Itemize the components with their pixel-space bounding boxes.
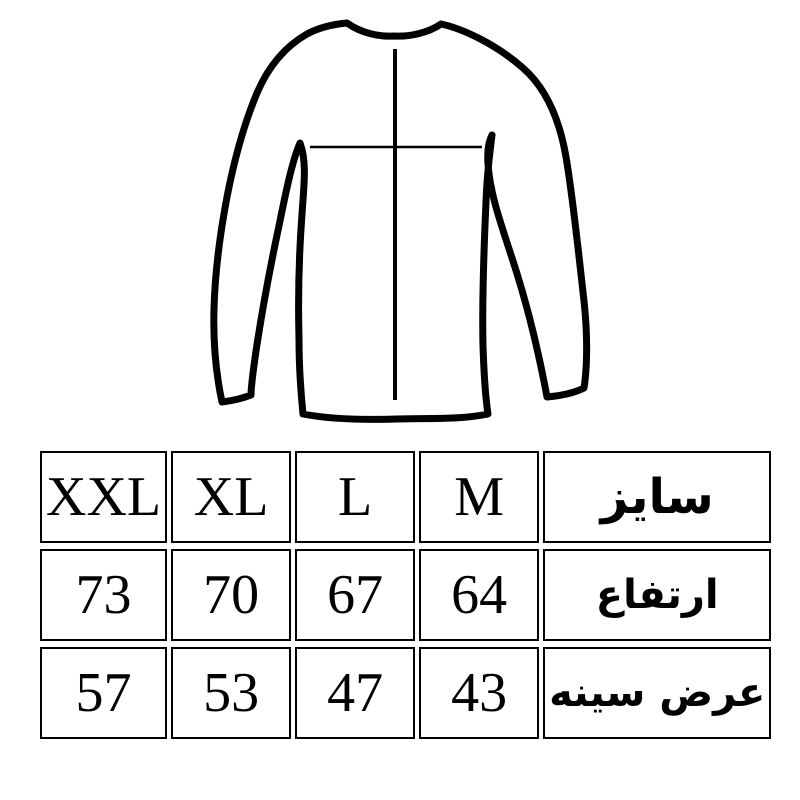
header-cell-m: M (419, 451, 539, 543)
header-cell-xl: XL (171, 451, 291, 543)
height-value-m: 64 (419, 549, 539, 641)
header-cell-xxl: XXL (40, 451, 167, 543)
chest-width-row (40, 647, 771, 739)
chest-width-row-label: عرض سینه (543, 647, 771, 739)
chest-width-value-xxl: 57 (40, 647, 167, 739)
height-row (40, 549, 771, 641)
header-row (40, 451, 771, 543)
chest-width-value-m: 43 (419, 647, 539, 739)
height-value-xl: 70 (171, 549, 291, 641)
chest-width-value-xl: 53 (171, 647, 291, 739)
header-cell-l: L (295, 451, 415, 543)
size-chart-table (36, 445, 775, 745)
header-cell-size-label: سایز (543, 451, 771, 543)
chest-width-value-l: 47 (295, 647, 415, 739)
shirt-outline (214, 23, 587, 419)
height-value-xxl: 73 (40, 549, 167, 641)
height-row-label: ارتفاع (543, 549, 771, 641)
height-value-l: 67 (295, 549, 415, 641)
